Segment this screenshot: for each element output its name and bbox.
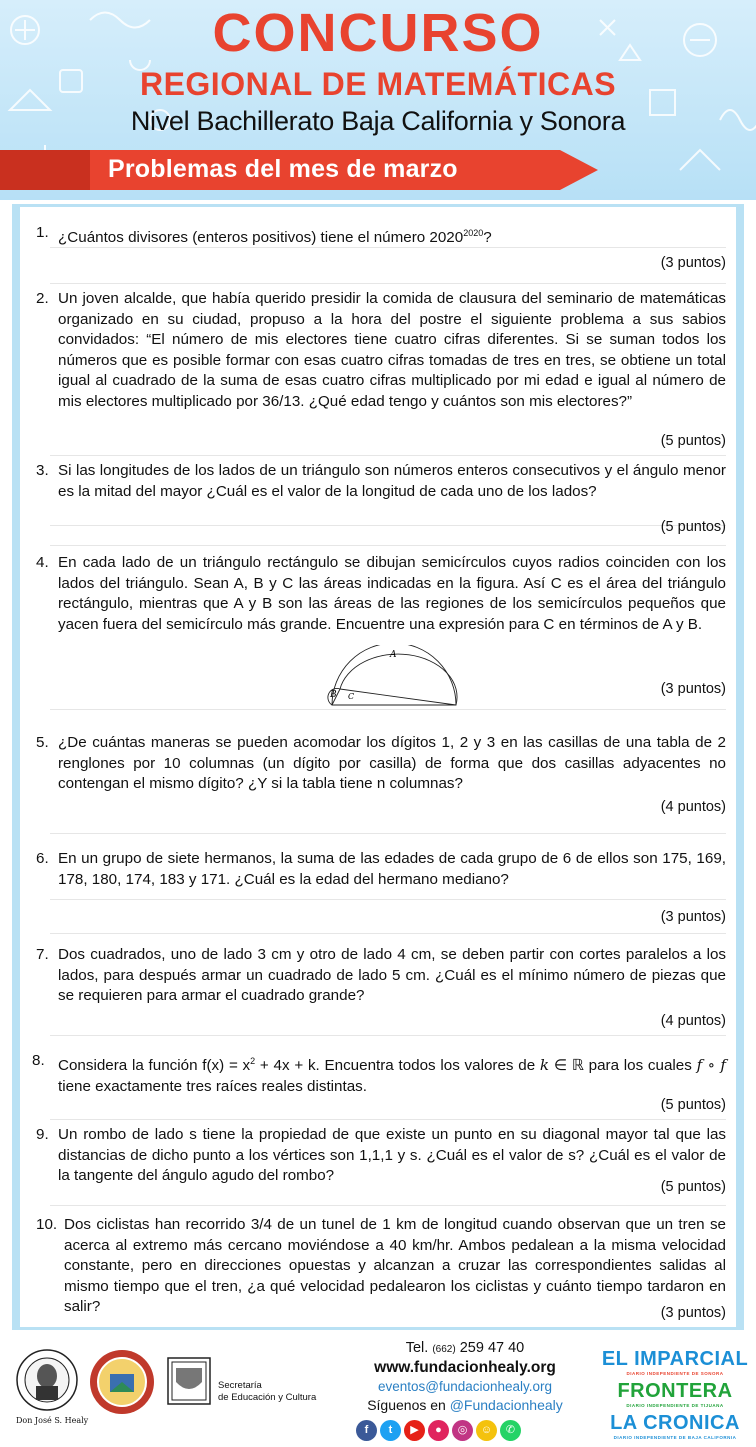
problem-text: Considera la función $f(x) = x^2 + 4x + k$. Encuentra todos los valores de k ∈ ℝ para los cuales f ∘ f tiene exactamente tres raíces reales distintas.: [58, 1056, 726, 1095]
label-c: C: [348, 692, 355, 701]
math-k: k: [539, 1056, 550, 1074]
contest-level: Nivel Bachillerato Baja California y Sonora: [130, 106, 626, 136]
secretaria-text: Secretaría de Educación y Cultura: [218, 1380, 317, 1403]
divider: [50, 455, 726, 456]
problem-text: Un joven alcalde, que había querido presidir la comida de clausura del seminario de matemáticas organizado en su ciudad, propuso a la hora del postre el siguiente problema a sus sabios convidados: “El número de mis electores tiene cuatro cifras diferentes. Si se suman todos los números que es posible formar con esas cuatro cifras tomadas de tres en tres, se obtiene un total igual al cuadrado de la suma de esas cuatro cifras multiplicado por mi edad e igual al número de mis electores multiplicado por 36/13. ¿Qué edad tengo y cuántos son mis electores?”: [58, 290, 726, 410]
problem-number: 10.: [36, 1216, 58, 1233]
problem-number: 7.: [36, 946, 49, 963]
facebook-icon[interactable]: f: [356, 1420, 377, 1441]
snapchat-icon[interactable]: ☺: [476, 1420, 497, 1441]
social-icons: [356, 1420, 524, 1441]
exponent: 2020: [463, 228, 484, 238]
problem-points: (5 puntos): [660, 433, 726, 449]
problem-sheet: [12, 204, 744, 1330]
problem-text: Dos ciclistas han recorrido 3/4 de un tunel de 1 km de longitud cuando observan que un tren se acerca al extremo más cercano moviéndose a 40 km/hr. Ambos pedalean a la misma velocidad constante, pero en direcciones opuestas y alcanzan a cruzar las correspondientes salidas al mismo tiempo que el tren, ¿a qué velocidad pedalearon los ciclistas y cuánto tiempo tardaron en salir?: [64, 1216, 726, 1315]
problem-number: 6.: [36, 850, 49, 867]
problem-number: 8.: [32, 1052, 45, 1069]
divider: [50, 283, 726, 284]
problem-points: (5 puntos): [660, 1179, 726, 1195]
healy-caption: Don José S. Healy: [16, 1416, 89, 1425]
problem-text: En un grupo de siete hermanos, la suma de las edades de cada grupo de 6 de ellos son 175, 169, 178, 180, 174, 183 y 171. ¿Cuál es la edad del hermano mediano?: [58, 850, 726, 888]
problem-number: 4.: [36, 554, 49, 571]
label-b: B: [330, 690, 337, 700]
divider: [50, 899, 726, 900]
divider: [50, 525, 726, 526]
problem-points: (3 puntos): [660, 681, 726, 697]
divider: [50, 1035, 726, 1036]
twitter-icon[interactable]: t: [380, 1420, 401, 1441]
divider: [50, 1119, 726, 1120]
follow-line: Síguenos en @Fundacionhealy: [367, 1397, 563, 1413]
problem-number: 3.: [36, 462, 49, 479]
problem-points: (3 puntos): [660, 909, 726, 925]
problem-text: ¿De cuántas maneras se pueden acomodar los dígitos 1, 2 y 3 en las casillas de una tabla de 2 renglones por 10 columnas (un dígito por casilla) de forma que dos casillas adyacentes no contengan el mismo dígito? ¿Y si la tabla tiene n columnas?: [58, 734, 726, 792]
divider: [50, 833, 726, 834]
problem-points: (3 puntos): [660, 1305, 726, 1321]
footer: [0, 1334, 756, 1447]
problem-points: (4 puntos): [660, 1013, 726, 1029]
website-link[interactable]: www.fundacionhealy.org: [374, 1359, 556, 1376]
instagram-icon[interactable]: ◎: [452, 1420, 473, 1441]
divider: [50, 545, 726, 546]
email-link[interactable]: eventos@fundacionhealy.org: [377, 1379, 553, 1394]
semicircles-figure: [322, 645, 462, 715]
exponent: 2: [250, 1056, 256, 1066]
problem-text: Un rombo de lado s tiene la propiedad de que existe un punto en su diagonal mayor tal que las distancias de dicho punto a los vértices son 1,1,1 y s. ¿Cuál es el valor de s? ¿Cuál es el valor de la tangente del ángulo agudo del rombo?: [58, 1126, 726, 1184]
header-banner: [0, 0, 756, 200]
problem-text: ¿Cuántos divisores (enteros positivos) tiene el número $2020^{2020}$?: [58, 228, 492, 246]
whatsapp-icon[interactable]: ✆: [500, 1420, 521, 1441]
problem-number: 1.: [36, 224, 49, 241]
problem-points: (5 puntos): [660, 1097, 726, 1113]
problem-points: (3 puntos): [660, 255, 726, 271]
label-a: A: [390, 650, 397, 660]
problem-number: 5.: [36, 734, 49, 751]
divider: [50, 933, 726, 934]
divider: [50, 709, 726, 710]
month-ribbon-label: Problemas del mes de marzo: [108, 155, 458, 183]
problem-points: (5 puntos): [660, 519, 726, 535]
problem-number: 2.: [36, 290, 49, 307]
foundation-seal-logo: [14, 1346, 80, 1416]
youtube-icon[interactable]: ▶: [404, 1420, 425, 1441]
secretaria-shield-logo: [166, 1356, 212, 1408]
newspaper-frontera: FRONTERA DIARIO INDEPENDIENTE DE TIJUANA: [617, 1380, 733, 1408]
problem-text: Si las longitudes de los lados de un triángulo son números enteros consecutivos y el ángulo menor es la mitad del mayor ¿Cuál es el valor de la longitud de cada uno de los lados?: [58, 462, 726, 500]
problem-points: (4 puntos): [660, 799, 726, 815]
phone: Tel. (662) 259 47 40: [405, 1340, 525, 1356]
math-fof: f ∘ f: [696, 1056, 726, 1074]
divider: [50, 1205, 726, 1206]
periscope-icon[interactable]: ●: [428, 1420, 449, 1441]
contest-subtitle: REGIONAL DE MATEMÁTICAS: [139, 66, 617, 102]
newspaper-la-cronica: LA CRONICA DIARIO INDEPENDIENTE DE BAJA CALIFORNIA: [610, 1412, 740, 1440]
problem-text: Dos cuadrados, uno de lado 3 cm y otro de lado 4 cm, se deben partir con cortes paralelos a los lados, para después armar un cuadrado de lado 5 cm. ¿Cuál es el mínimo número de piezas que se requieren para armar el cuadrado grande?: [58, 946, 726, 1004]
problem-text: En cada lado de un triángulo rectángulo se dibujan semicírculos cuyos radios coinciden con los lados del triángulo. Sean A, B y C las áreas indicadas en la figura. Así C es el área del triángulo rectángulo, mientras que A y B son las áreas de las regiones de los semicírculos pequeños que yacen fuera del semicírculo más grande. Encuentre una expresión para C en términos de A y B.: [58, 554, 726, 633]
university-seal-logo: [88, 1348, 156, 1416]
contest-title: CONCURSO: [212, 3, 544, 63]
divider: [50, 247, 726, 248]
contact-block: [340, 1340, 590, 1413]
newspaper-el-imparcial: EL IMPARCIAL DIARIO INDEPENDIENTE DE SONORA: [601, 1348, 749, 1376]
social-handle[interactable]: @Fundacionhealy: [449, 1397, 563, 1413]
month-ribbon: [0, 150, 600, 190]
problem-number: 9.: [36, 1126, 49, 1143]
